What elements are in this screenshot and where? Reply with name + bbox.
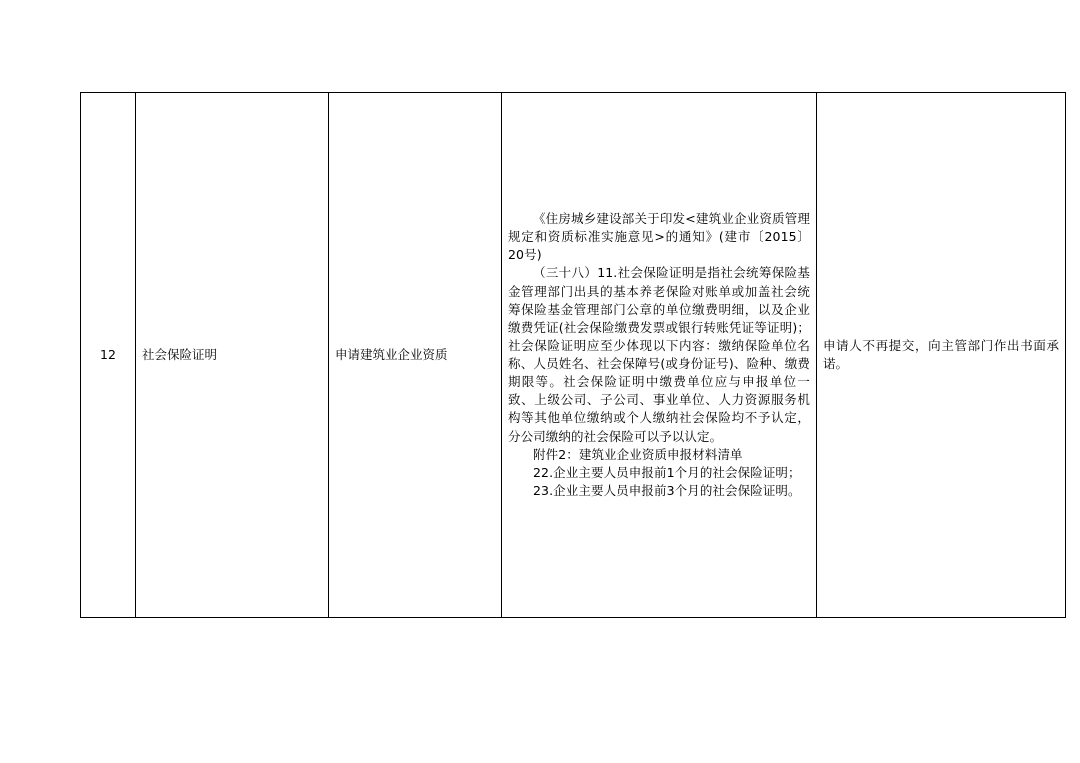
basis-paragraph-3: 附件2：建筑业企业资质申报材料清单 bbox=[533, 446, 743, 462]
row-number-cell: 12 bbox=[81, 93, 136, 618]
application-scene-cell: 申请建筑业企业资质 bbox=[329, 93, 502, 618]
basis-paragraph-4: 22.企业主要人员申报前1个月的社会保险证明； bbox=[533, 464, 801, 480]
measure-cell bbox=[817, 93, 1066, 618]
material-name-cell: 社会保险证明 bbox=[136, 93, 329, 618]
measure-text: 申请人不再提交，向主管部门作出书面承诺。 bbox=[823, 337, 1059, 371]
table-body bbox=[81, 93, 1066, 618]
basis-paragraph-5: 23.企业主要人员申报前3个月的社会保险证明。 bbox=[533, 482, 801, 498]
table-row bbox=[81, 93, 1066, 618]
basis-paragraph-1: 《住房城乡建设部关于印发<建筑业企业资质管理规定和资质标准实施意见>的通知》(建市〔2015〕20号) bbox=[508, 211, 810, 263]
materials-table bbox=[80, 92, 1066, 618]
basis-paragraph-2: （三十八）11.社会保险证明是指社会统筹保险基金管理部门出具的基本养老保险对账单或加盖社会统筹保险基金管理部门公章的单位缴费明细，以及企业缴费凭证(社会保险缴费发票或银行转账凭证等证明)；社会保险证明应至少体现以下内容：缴纳保险单位名称、人员姓名、社会保障号(或身份证号)、险种、缴费期限等。社会保险证明中缴费单位应与申报单位一致、上级公司、子公司、事业单位、人力资源服务机构等其他单位缴纳或个人缴纳社会保险均不予认定，分公司缴纳的社会保险可以予以认定。 bbox=[508, 265, 810, 444]
legal-basis-cell bbox=[502, 93, 817, 618]
